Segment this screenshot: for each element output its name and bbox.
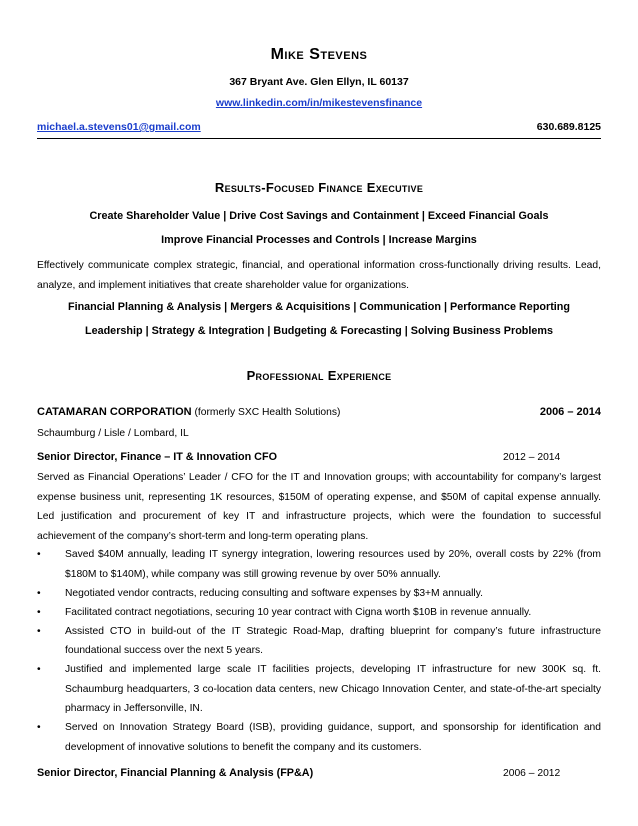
company-name: CATAMARAN CORPORATION: [37, 406, 192, 418]
tagline-2: Improve Financial Processes and Controls | Increase Margins: [161, 234, 477, 246]
bullet-icon: •: [37, 549, 41, 560]
address: 367 Bryant Ave. Glen Ellyn, IL 60137: [229, 76, 409, 88]
bullet-item: • Served on Innovation Strategy Board (ISB), providing guidance, support, and sponsorship for identification and development of innovative solutions to benefit the company and its customers.: [37, 718, 601, 757]
bullet-item: • Facilitated contract negotiations, securing 10 year contract with Cigna worth $10B in revenue annually.: [37, 603, 601, 623]
company-note: (formerly SXC Health Solutions): [194, 407, 341, 418]
role-2-title: Senior Director, Financial Planning & Analysis (FP&A): [37, 767, 314, 779]
bullet-icon: •: [37, 587, 41, 599]
role-1-bullets: [37, 545, 601, 757]
role-1-dates: 2012 – 2014: [503, 452, 561, 463]
bullet-icon: •: [37, 625, 41, 637]
company-location: Schaumburg / Lisle / Lombard, IL: [37, 428, 189, 439]
bullet-icon: •: [37, 664, 41, 675]
header-divider: [37, 138, 601, 139]
skills-line-2: Leadership | Strategy & Integration | Budgeting & Forecasting | Solving Business Problems: [84, 325, 553, 337]
role-1-description: Served as Financial Operations’ Leader / CFO for the IT and Innovation groups; with accountability for company’s largest expense business unit, representing 1K resources, $150M of operating expense, and $50M of capital expense annually. Led justification and procurement of key IT and infrastructure projects, which were the foundation to successful achievement of the company’s short-term and long-term operating plans.: [37, 472, 601, 542]
bullet-icon: •: [37, 722, 41, 733]
role-2-dates: 2006 – 2012: [503, 768, 561, 779]
linkedin-row: [0, 97, 638, 109]
candidate-name: Mike Stevens: [270, 46, 368, 63]
tagline-1: Create Shareholder Value | Drive Cost Savings and Containment | Exceed Financial Goals: [89, 210, 549, 222]
phone-number: 630.689.8125: [536, 121, 601, 133]
bullet-item: • Saved $40M annually, leading IT synergy integration, lowering resources used by 20%, overall costs by 22% (from $180M to $140M), while company was still growing revenue by over 50% annually.: [37, 545, 601, 584]
company-line: [37, 406, 340, 418]
bullet-item: • Negotiated vendor contracts, reducing consulting and software expenses by $3+M annually.: [37, 584, 601, 604]
linkedin-link[interactable]: www.linkedin.com/in/mikestevensfinance: [215, 97, 423, 109]
company-dates: 2006 – 2014: [539, 406, 601, 418]
email-link[interactable]: michael.a.stevens01@gmail.com: [37, 121, 201, 133]
bullet-item: • Justified and implemented large scale IT facilities projects, developing IT infrastructure for new 300K sq. ft. Schaumburg headquarters, 3 co-location data centers, new Chicago Innovation Center, and state-of-the-art specialty pharmacy in Jeffersonville, IN.: [37, 660, 601, 719]
summary-text: Effectively communicate complex strategic, financial, and operational information cross-functionally driving results. Lead, analyze, and implement initiatives that create shareholder value for organizations.: [37, 260, 601, 291]
experience-heading: Professional Experience: [246, 368, 392, 383]
bullet-icon: •: [37, 606, 41, 618]
email-row: [37, 121, 201, 133]
summary-heading: Results-Focused Finance Executive: [214, 180, 424, 195]
skills-line-1: Financial Planning & Analysis | Mergers & Acquisitions | Communication | Performance Reporting: [67, 301, 570, 313]
bullet-item: • Assisted CTO in build-out of the IT Strategic Road-Map, drafting blueprint for company’s future infrastructure foundational success over the next 5 years.: [37, 622, 601, 661]
role-1-title: Senior Director, Finance – IT & Innovation CFO: [37, 451, 277, 463]
